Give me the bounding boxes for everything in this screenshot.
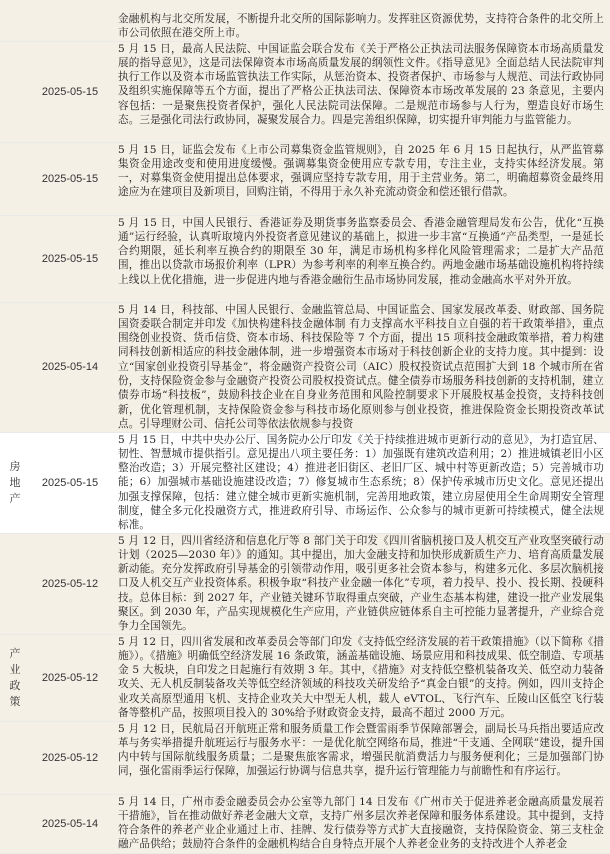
content-cell (110, 794, 610, 853)
date-cell: 2025-05-15 (30, 41, 110, 142)
content-text: 5 月 15 日，中共中央办公厅、国务院办公厅印发《关于持续推进城市更新行动的意见》，为打造宜居、韧性、智慧城市提供指引。意见提出八项主要任务：1）加强既有建筑改造利用；2）推进城镇老旧小区整治改造；3）开展完整社区建设；4）推进老旧街区、老旧厂区、城中村等更新改造；5）完善城市功能；6）加强城市基础设施建设改造；7）修复城市生态系统；8）保护传承城市历史文化。意见还提出加强支撑保障，包括：建立健全城市更新实施机制，完善用地政策，建立房屋使用全生命周期安全管理制度，健全多元化投融资方式，推进政府引导、市场运作、公众参与的城市更新可持续模式，健全法规标准。 (118, 433, 604, 532)
content-cell (110, 302, 610, 432)
table-row (0, 142, 610, 215)
content-cell (110, 533, 610, 634)
table-row (0, 432, 610, 533)
content-cell (110, 142, 610, 215)
table-row (0, 721, 610, 794)
category-cell (0, 721, 30, 794)
table-row (0, 302, 610, 432)
date-cell: 2025-05-14 (30, 794, 110, 853)
content-cell (110, 432, 610, 533)
table-row (0, 634, 610, 721)
content-text: 5 月 15 日，证监会发布《上市公司募集资金监管规则》，自 2025 年 6 月 15 日起执行，从严监管募集资金用途改变和使用进度缓慢。强调募集资金使用应专款专用，专注主业，支持实体经济发展。第一，对募集资金使用提出总体要求，强调应坚持专款专用，用于主营业务。第二，明确超募资金最终用途应为在建项目及新项目，回购注销，不得用于永久补充流动资金和偿还银行借款。 (118, 143, 604, 199)
category-cell (0, 794, 30, 853)
date-cell: 2025-05-12 (30, 721, 110, 794)
date-cell: 2025-05-14 (30, 302, 110, 432)
category-cell (0, 215, 30, 302)
category-cell (0, 302, 30, 432)
content-text: 5 月 14 日，科技部、中国人民银行、金融监管总局、中国证监会、国家发展改革委、财政部、国务院国资委联合制定并印发《加快构建科技金融体制 有力支撑高水平科技自立自强的若干政策举措》，重点围绕创业投资、货币信贷、资本市场、科技保险等 7 个方面，提出 15 项科技金融政策举措，着力构建同科技创新相适应的科技金融体制，进一步增强资本市场对于科技创新企业的支持力度。其中提到：设立“国家创业投资引导基金”，将金融资产投资公司（AIC）股权投资试点范围扩大到 18 个城市所在省份，支持保险资金参与金融资产投资公司股权投资试点。健全债券市场服务科技创新的支持机制，建立债券市场“科技板”，鼓励科技企业在自身业务范围和风险控制要求下开展股权基金投资，支持科技创新，优化管理机制，支持保险资金参与科技市场化原则参与创业投资，推进保险资金长期投资改革试点。引导理财公司、信托公司等依法依规参与投资 (118, 303, 604, 430)
date-cell: 2025-05-15 (30, 432, 110, 533)
content-cell (110, 215, 610, 302)
category-cell (0, 0, 30, 41)
table-row (0, 0, 610, 41)
content-text: 5 月 12 日，四川省经济和信息化厅等 8 部门关于印发《四川省脑机接口及人机交互产业攻坚突破行动计划（2025—2030 年）》的通知。其中提出，加大金融支持和加快形成新质生产力、培育高质量发展新动能。充分发挥政府引导基金的引领带动作用，吸引更多社会资本参与，构建多元化、多层次脑机接口及人机交互产业投资体系。积极争取“科技产业金融一体化”专项，着力投早、投小、投长期、投硬科技。总体目标：到 2027 年，产业链关键环节取得重点突破，产业生态基本构建，建设一批产业发展集聚区。到 2030 年，产品实现规模化生产应用，产业链供应链体系自主可控能力显著提升，产业综合竞争力全国领先。 (118, 534, 604, 633)
content-text: 5 月 12 日，四川省发展和改革委员会等部门印发《支持低空经济发展的若干政策措施》（以下简称《措施》）。《措施》明确低空经济发展 16 条政策，涵盖基础设施、场景应用和科技成果、低空制造、专项基金 5 大板块，自印发之日起施行有效期 3 年。其中，《措施》对支持低空整机装备攻关、低空动力装备攻关、无人机反制装备攻关等低空经济领域的科技攻关研发给予“真金白银”的支持。例如，四川支持企业攻关高原型通用飞机、支持企业攻关大中型无人机，载人 eVTOL、飞行汽车、丘陵山区低空飞行装备等整机产品，按照项目投入的 30%给予财政资金支持，最高不超过 2000 万元。 (118, 635, 604, 719)
table-row (0, 533, 610, 634)
content-text: 5 月 15 日，最高人民法院、中国证监会联合发布《关于严格公正执法司法服务保障资本市场高质量发展的指导意见》，这是司法保障资本市场高质量发展的纲领性文件。《指导意见》全面总结人民法院审判执行工作以及资本市场监管执法工作实际，从惩治资本、投资者保护、市场参与人规范、司法行政协同及组织实施保障等五个方面，提出了严格公正执法司法、保障资本市场改革发展的 23 条意见，主要内容包括：一是聚焦投资者保护，强化人民法院司法保障。二是规范市场参与人行为，塑造良好市场生态。三是强化司法行政协同，凝聚发展合力。四是完善组织保障，切实提升审判能力与监管能力。 (118, 42, 604, 126)
date-cell (30, 0, 110, 41)
table-row (0, 41, 610, 142)
category-cell (0, 533, 30, 634)
category-cell (0, 41, 30, 142)
content-cell (110, 721, 610, 794)
table-row (0, 794, 610, 853)
date-cell: 2025-05-12 (30, 634, 110, 721)
content-cell (110, 634, 610, 721)
content-cell (110, 41, 610, 142)
table-row (0, 215, 610, 302)
content-text: 金融机构与北交所发展，不断提升北交所的国际影响力。发挥驻区资源优势，支持符合条件的北交所上市公司依照在港交所上市。 (118, 12, 604, 39)
content-text: 5 月 14 日，广州市委金融委员会办公室等九部门 14 日发布《广州市关于促进养老金融高质量发展若干措施》，旨在推动做好养老金融大文章，支持广州多层次养老保障和服务体系建设。其中提到，支持符合条件的养老产业企业通过上市、挂牌、发行债券等方式扩大直接融资，支持保险资金、第三支柱金融产品供给；鼓励符合条件的金融机构结合自身特点开展个人养老金业务的支持改进个人养老金 (118, 795, 604, 851)
date-cell: 2025-05-12 (30, 533, 110, 634)
content-cell (110, 0, 610, 41)
content-text: 5 月 12 日，民航局召开航班正常和服务质量工作会暨雷雨季节保障部署会，副局长马兵指出要适应改革与务实举措提升航班运行与服务水平：一是优化航空网络布局，推进“干支通、全网联”建设，提升国内中转与国际航线服务质量；二是聚焦旅客需求，增强民航消费活力与服务便利化；三是加强部门协同，强化雷雨季运行保障，加强运行协调与信息共享，提升运行管理能力与前瞻性和有序运行。 (118, 722, 604, 778)
category-cell: 房地产 (0, 432, 30, 533)
category-cell (0, 142, 30, 215)
date-cell: 2025-05-15 (30, 142, 110, 215)
date-cell: 2025-05-15 (30, 215, 110, 302)
category-cell: 产业政策 (0, 634, 30, 721)
content-text: 5 月 15 日，中国人民银行、香港证券及期货事务监察委员会、香港金融管理局发布公告，优化“互换通”运行经验，认真听取境内外投资者意见建议的基础上，拟进一步丰富“互换通”产品类型，一是延长合约期限，延长利率互换合约的期限至 30 年，满足市场机构多样化风险管理需求；二是扩大产品范围，推出以贷款市场报价利率（LPR）为参考利率的利率互换合约。两地金融市场基础设施机构将持续上线以上优化措施，进一步促进内地与香港金融衍生品市场协同发展，推动金融高水平对外开放。 (118, 216, 604, 286)
